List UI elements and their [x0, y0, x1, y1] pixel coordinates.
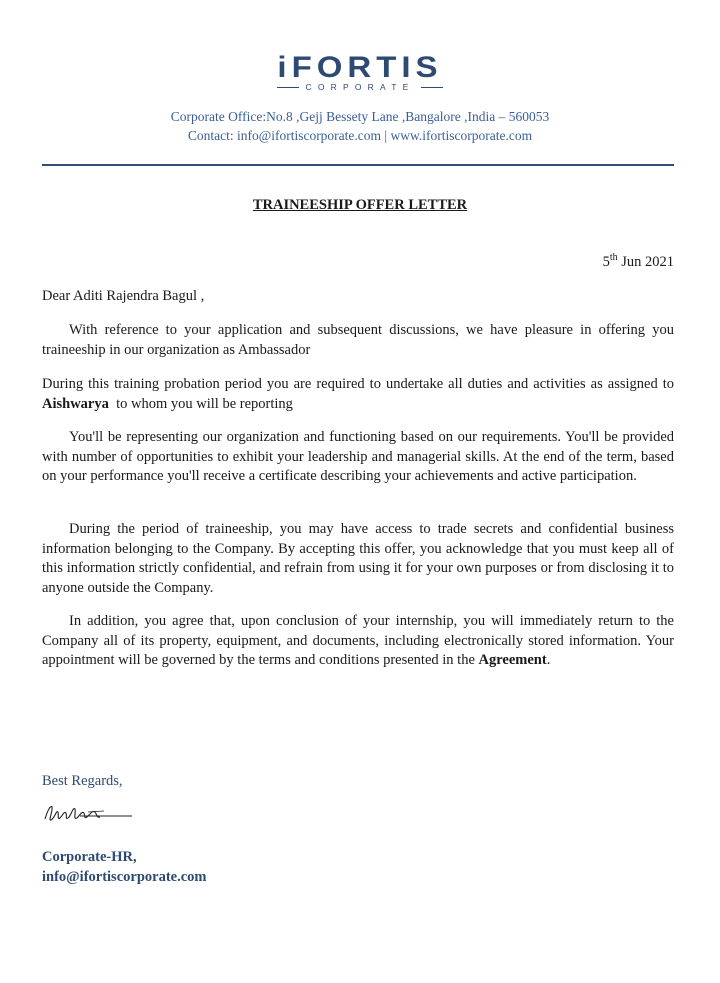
paragraph-1: With reference to your application and subsequent discussions, we have pleasure in offering you traineeship in our organization as Ambassador	[42, 322, 674, 358]
paragraph-2-text: During this training probation period you are required to undertake all duties and activities as assigned to	[42, 376, 674, 392]
date-suffix: th	[609, 252, 618, 263]
logo-subtitle	[0, 82, 720, 92]
letter-title: TRAINEESHIP OFFER LETTER	[252, 197, 468, 213]
date-day: 5	[602, 253, 610, 270]
date-rest: Jun 2021	[617, 253, 674, 270]
company-address-block	[0, 107, 720, 145]
address-line: Corporate Office:No.8 ,Gejj Bessety Lane ,Bangalore ,India – 560053	[170, 109, 550, 124]
signatory-email: info@ifortiscorporate.com	[42, 869, 207, 885]
paragraph-5-text: In addition, you agree that, upon conclusion of your internship, you will immediately return to the Company all of its property, equipment, and documents, including electronically stored information. Your appointment will be governed by the terms and conditions presented in the	[42, 613, 674, 669]
signature-icon	[42, 799, 134, 827]
logo-subtitle-text: CORPORATE	[305, 82, 415, 92]
signatory-block	[42, 847, 206, 887]
contact-line: Contact: info@ifortiscorporate.com | www.ifortiscorporate.com	[187, 128, 533, 143]
logo-wordmark: iFORTIS	[277, 49, 443, 84]
closing-regards: Best Regards,	[42, 773, 123, 789]
paragraph-4: During the period of traineeship, you may have access to trade secrets and confidential business information belonging to the Company. By accepting this offer, you acknowledge that you must keep all of this information strictly confidential, and refrain from using it for your own purposes or from disclosing it to anyone outside the Company.	[42, 521, 674, 596]
paragraph-2-tail: to whom you will be reporting	[108, 395, 293, 412]
agreement-word: Agreement	[478, 652, 547, 669]
signatory-dept: Corporate-HR,	[42, 849, 137, 865]
supervisor-name: Aishwarya	[42, 395, 109, 412]
paragraph-2	[42, 375, 674, 414]
paragraph-5-tail: .	[546, 652, 551, 669]
header-divider	[42, 164, 674, 166]
paragraph-5	[42, 612, 674, 671]
salutation: Dear Aditi Rajendra Bagul ,	[42, 288, 205, 304]
logo-rule-right	[421, 87, 443, 88]
company-logo	[0, 49, 720, 92]
letter-date	[603, 252, 674, 271]
logo-rule-left	[277, 87, 299, 88]
paragraph-3: You'll be representing our organization and functioning based on our requirements. You'll be provided with number of opportunities to exhibit your leadership and managerial skills. At the end of the term, based on your performance you'll receive a certificate describing your achievements and active participation.	[42, 429, 674, 485]
